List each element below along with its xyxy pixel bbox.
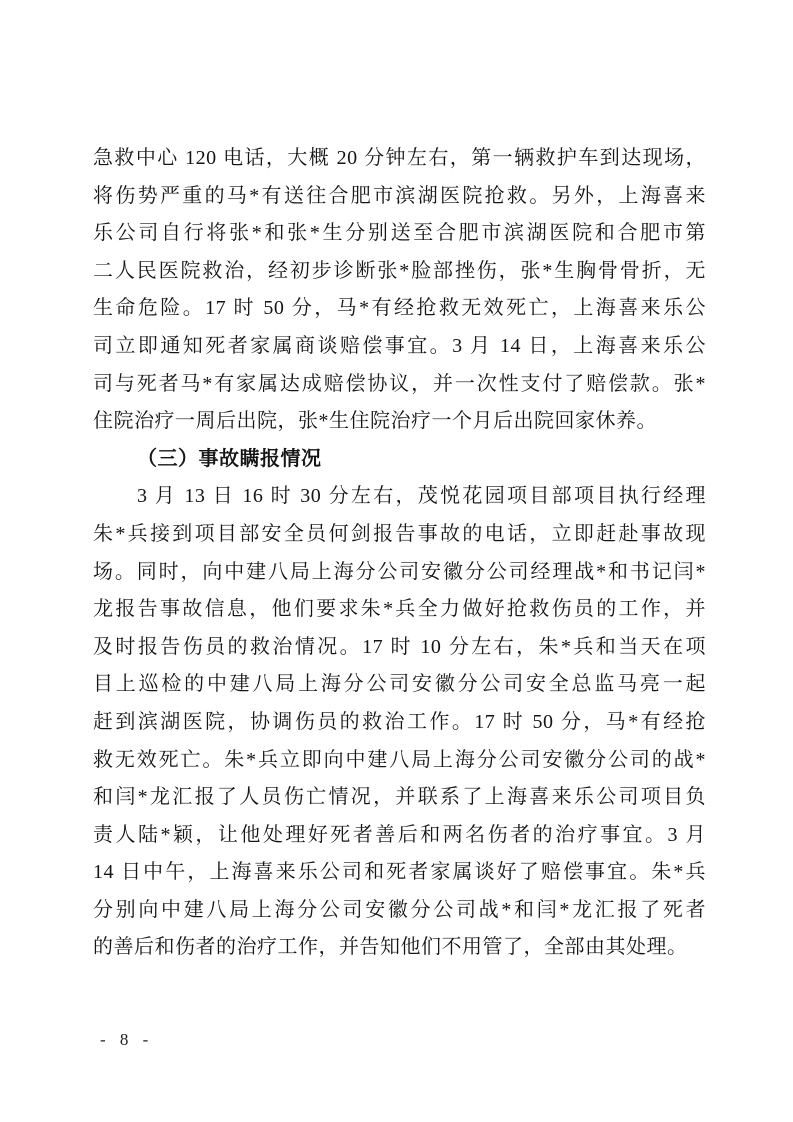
text-line: 将伤势严重的马*有送往合肥市滨湖医院抢救。另外，上海喜来 [93, 184, 706, 207]
section-heading: （三）事故瞒报情况 [137, 447, 322, 470]
text-line: 司立即通知死者家属商谈赔偿事宜。3 月 14 日，上海喜来乐公 [93, 334, 706, 357]
text-line: 及时报告伤员的救治情况。17 时 10 分左右，朱*兵和当天在项 [93, 635, 706, 658]
text-line: 生命危险。17 时 50 分，马*有经抢救无效死亡，上海喜来乐公 [93, 297, 706, 320]
text-line: 和闫*龙汇报了人员伤亡情况，并联系了上海喜来乐公司项目负 [93, 786, 706, 809]
text-line: 急救中心 120 电话，大概 20 分钟左右，第一辆救护车到达现场， [93, 147, 706, 169]
text-line: 赶到滨湖医院，协调伤员的救治工作。17 时 50 分，马*有经抢 [93, 710, 706, 733]
text-line: 的善后和伤者的治疗工作，并告知他们不用管了，全部由其处理。 [93, 936, 688, 959]
text-line: 龙报告事故信息，他们要求朱*兵全力做好抢救伤员的工作，并 [93, 598, 706, 621]
text-line: 责人陆*颖，让他处理好死者善后和两名伤者的治疗事宜。3 月 [93, 823, 706, 846]
text-line: 场。同时，向中建八局上海分公司安徽分公司经理战*和书记闫* [93, 560, 706, 583]
text-line: 乐公司自行将张*和张*生分别送至合肥市滨湖医院和合肥市第 [93, 222, 706, 245]
text-line: 住院治疗一周后出院，张*生住院治疗一个月后出院回家休养。 [93, 410, 657, 433]
text-line: 司与死者马*有家属达成赔偿协议，并一次性支付了赔偿款。张* [93, 372, 706, 395]
text-line: 分别向中建八局上海分公司安徽分公司战*和闫*龙汇报了死者 [93, 898, 706, 921]
text-line: 14 日中午，上海喜来乐公司和死者家属谈好了赔偿事宜。朱*兵 [93, 861, 706, 884]
page-number: - 8 - [100, 1030, 154, 1049]
text-line: 朱*兵接到项目部安全员何剑报告事故的电话，立即赶赴事故现 [93, 522, 706, 545]
document-body [93, 140, 706, 967]
text-line: 救无效死亡。朱*兵立即向中建八局上海分公司安徽分公司的战* [93, 748, 706, 771]
text-line: 目上巡检的中建八局上海分公司安徽分公司安全总监马亮一起 [93, 673, 706, 696]
text-line: 3 月 13 日 16 时 30 分左右，茂悦花园项目部项目执行经理 [137, 485, 706, 508]
text-line: 二人民医院救治，经初步诊断张*脸部挫伤，张*生胸骨骨折，无 [93, 259, 706, 282]
